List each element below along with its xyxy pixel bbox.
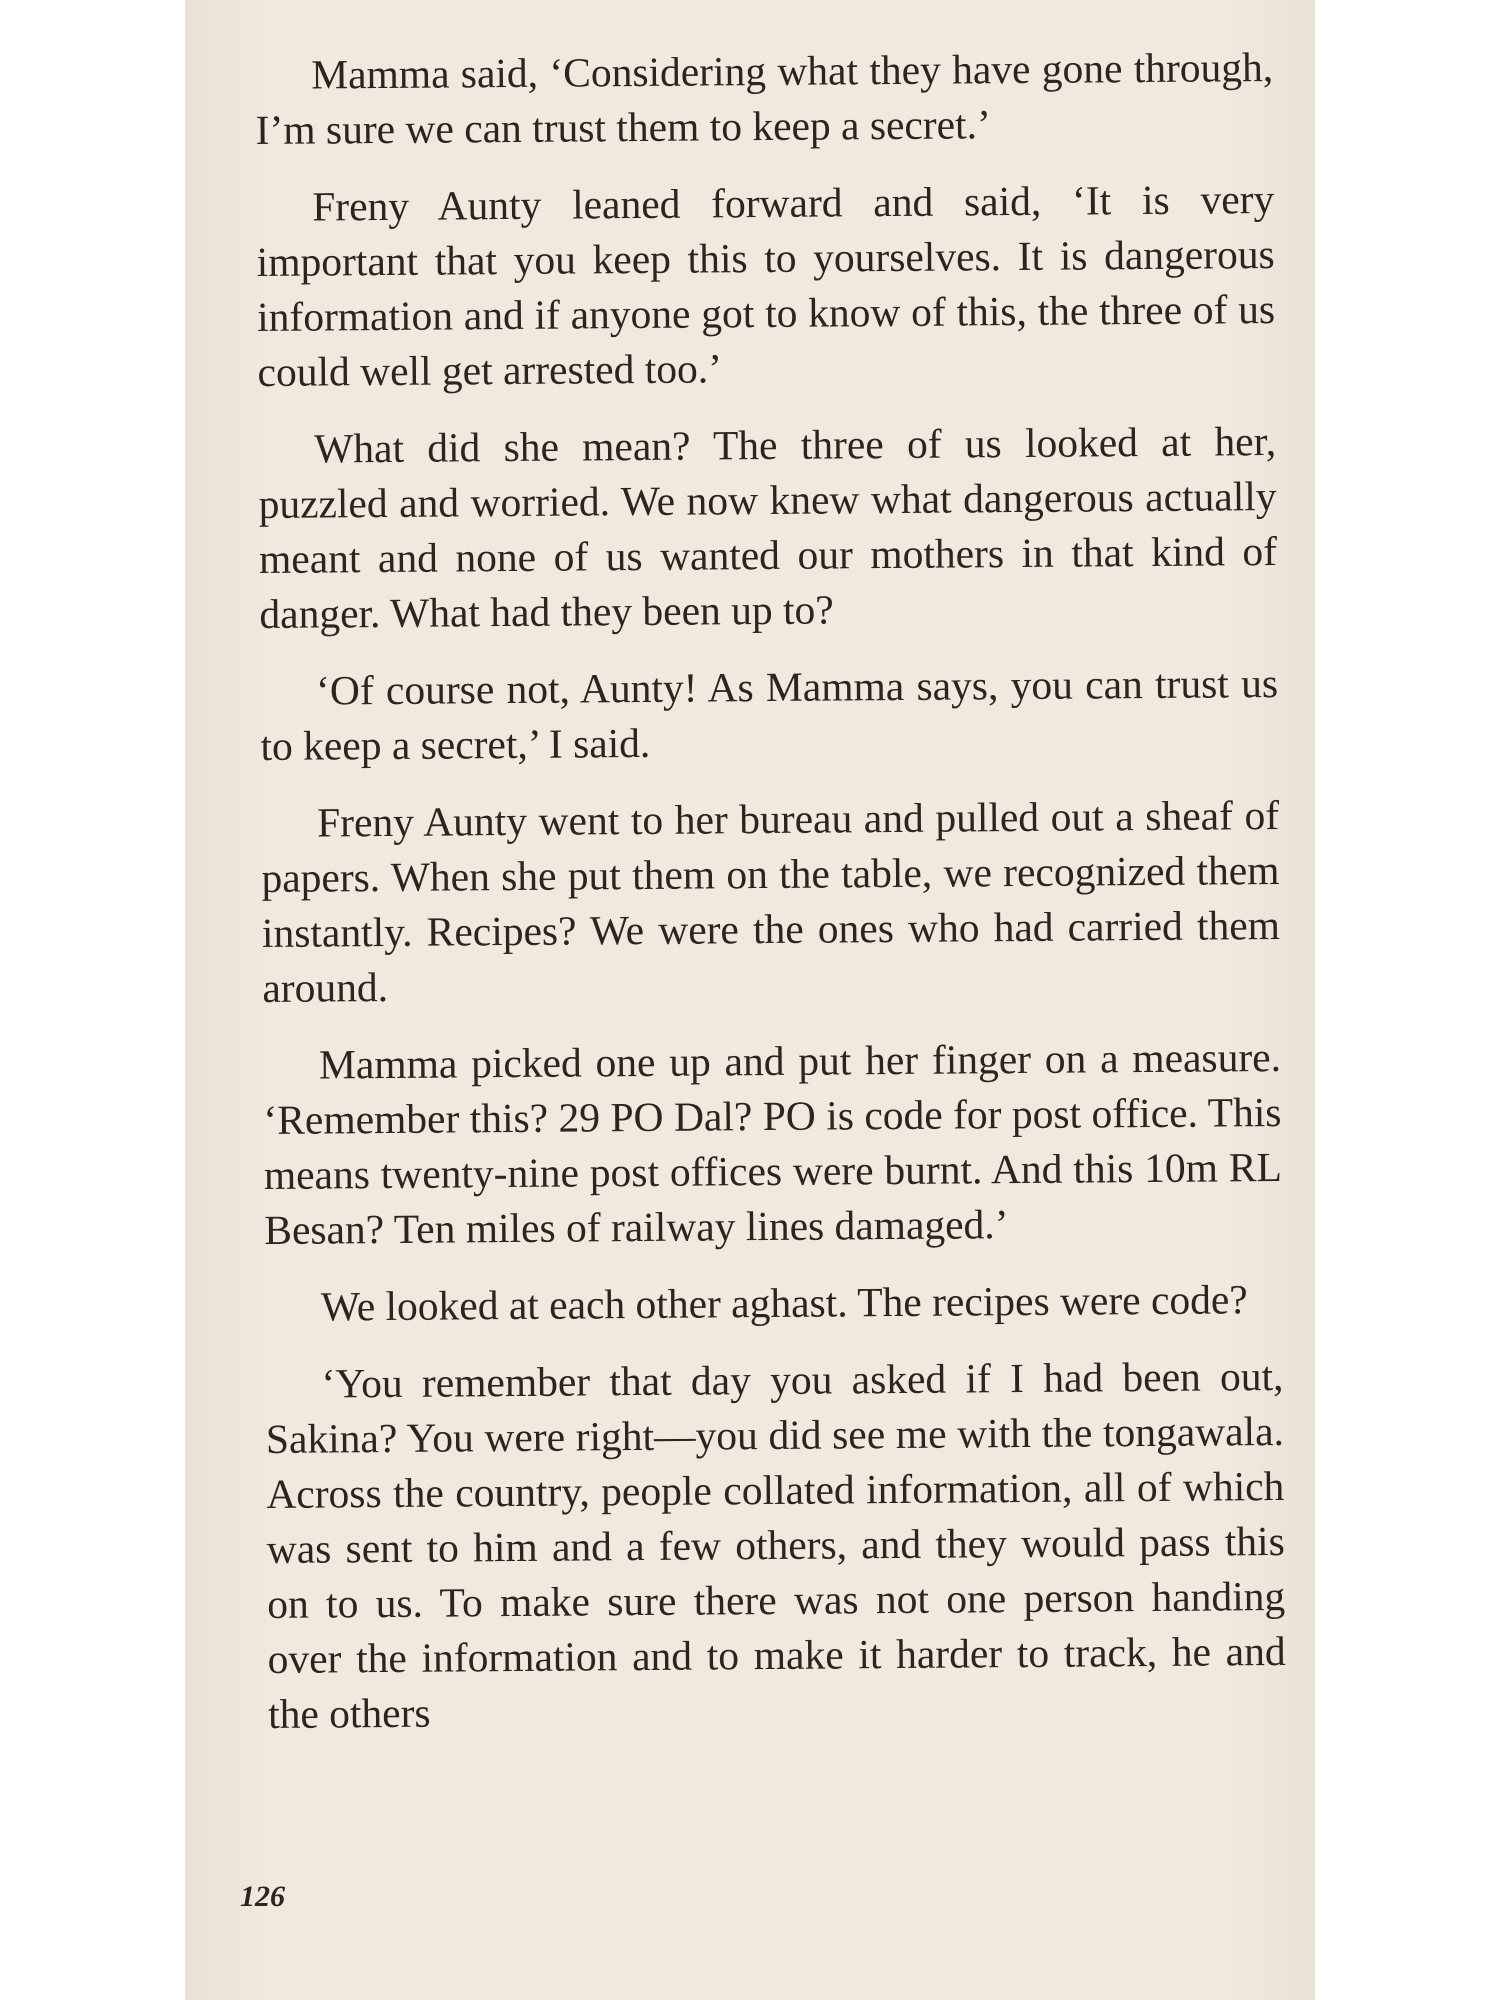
paragraph-3: What did she mean? The three of us looked at her, puzzled and worried. We now knew what dangerous actually meant and none of us wanted our mothers in that kind of danger. What had they been up to? <box>258 417 1278 637</box>
book-page <box>185 0 1315 2000</box>
page-number: 126 <box>240 1880 285 1913</box>
paragraph-6: Mamma picked one up and put her finger on a measure. ‘Remember this? 29 PO Dal? PO is code for post office. This means twenty-nine post offices were burnt. And this 10m RL Besan? Ten miles of railway lines damaged.’ <box>263 1033 1283 1253</box>
paragraph-1: Mamma said, ‘Considering what they have gone through, I’m sure we can trust them to keep a secret.’ <box>255 44 1274 153</box>
paragraph-4: ‘Of course not, Aunty! As Mamma says, you can trust us to keep a secret,’ I said. <box>260 659 1279 769</box>
paragraph-7: We looked at each other aghast. The recipes were code? <box>320 1276 1248 1330</box>
paragraph-8: ‘You remember that day you asked if I had been out, Sakina? You were right—you did see me with the tongawala. Across the country, people collated information, all of which was sent to him and a few others, and they would pass this on to us. To make sure there was not one person handing over the information and to make it harder to track, he and the others <box>265 1352 1286 1737</box>
paragraph-5: Freny Aunty went to her bureau and pulled out a sheaf of papers. When she put them on the table, we recognized them instantly. Recipes? We were the ones who had carried them around. <box>261 791 1281 1011</box>
page-body-text <box>255 40 1286 1764</box>
paragraph-2: Freny Aunty leaned forward and said, ‘It is very important that you keep this to yourselves. It is dangerous information and if anyone got to know of this, the three of us could well get arrested too.’ <box>256 176 1276 395</box>
